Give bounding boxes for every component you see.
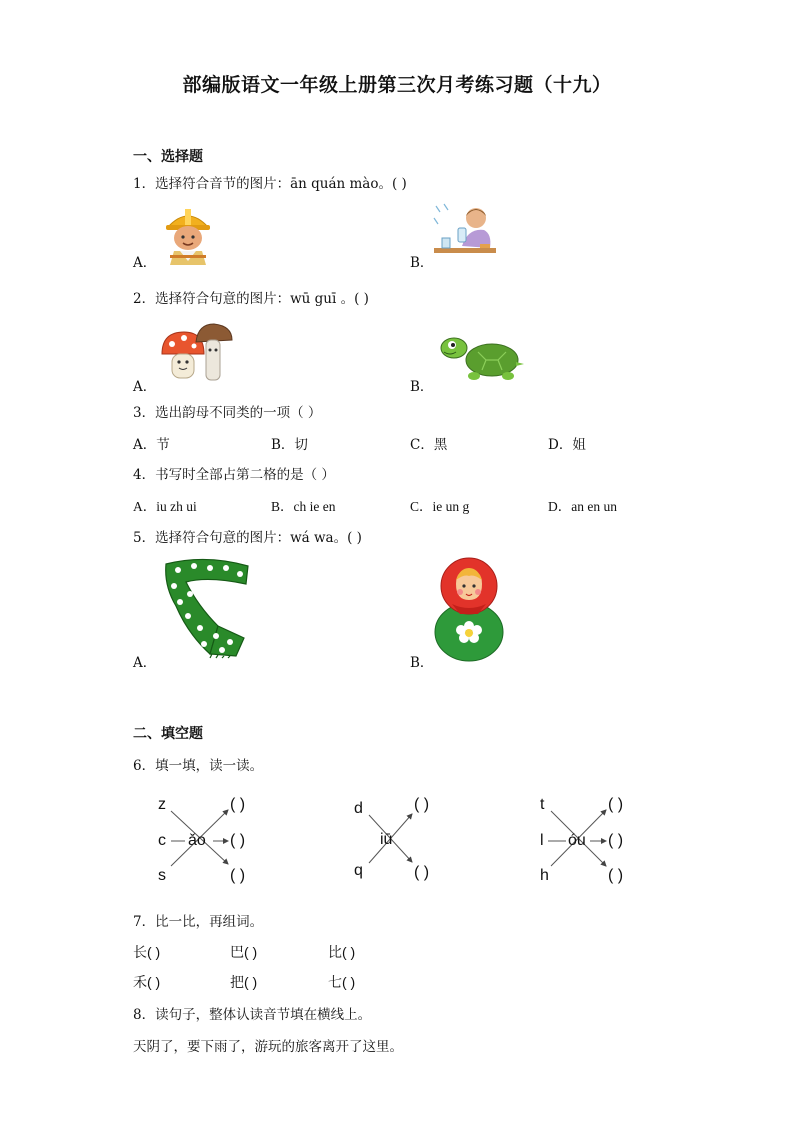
initial-c: c (158, 832, 166, 849)
q3-option-c: C．黑 (410, 437, 448, 453)
q4-option-c: C．ie un g (410, 499, 470, 514)
g2-blank-2[interactable]: ( ) (414, 864, 430, 881)
final-iu: iū (380, 831, 393, 848)
initial-d: d (354, 800, 363, 817)
initial-z: z (158, 796, 166, 813)
initial-t: t (540, 796, 545, 813)
question-5: 5．选择符合句意的图片：wá wa。( ) (133, 530, 362, 546)
initial-q: q (354, 862, 363, 879)
q3-option-d: D．姐 (548, 437, 586, 453)
q5-option-a-label: A． (133, 655, 157, 671)
question-8-sentence: 天阴了，要下雨了，游玩的旅客离开了这里。 (133, 1039, 403, 1055)
q1-option-b-label: B． (410, 255, 434, 271)
word-group-qi[interactable]: 七( ) (328, 974, 356, 990)
question-4: 4．书写时全部占第二格的是（ ） (133, 467, 335, 483)
word-group-chang[interactable]: 长( ) (133, 944, 161, 960)
final-ao: ǎo (188, 832, 206, 849)
word-group-bi[interactable]: 比( ) (328, 944, 356, 960)
initial-l: l (540, 832, 544, 849)
g3-blank-3[interactable]: ( ) (608, 867, 624, 884)
g1-blank-2[interactable]: ( ) (230, 832, 246, 849)
question-2: 2．选择符合句意的图片：wū guī 。( ) (133, 291, 369, 307)
word-group-ba2[interactable]: 把( ) (230, 974, 258, 990)
q2-option-b-label: B． (410, 379, 434, 395)
q1-option-a-label: A． (133, 255, 157, 271)
g3-blank-1[interactable]: ( ) (608, 796, 624, 813)
q4-option-b: B．ch ie en (271, 499, 336, 514)
g3-blank-2[interactable]: ( ) (608, 832, 624, 849)
q4-option-d: D．an en un (548, 499, 617, 514)
section-heading-fill-blank: 二、填空题 (133, 726, 203, 742)
section-heading-choice: 一、选择题 (133, 149, 203, 165)
initial-s: s (158, 867, 166, 884)
g1-blank-1[interactable]: ( ) (230, 796, 246, 813)
q4-option-a: A．iu zh ui (133, 499, 197, 514)
q3-option-b: B．切 (271, 437, 308, 453)
q2-option-a-label: A． (133, 379, 157, 395)
question-6: 6．填一填，读一读。 (133, 758, 264, 774)
word-group-ba[interactable]: 巴( ) (230, 944, 258, 960)
final-ou: óu (568, 832, 586, 849)
q3-option-a: A．节 (133, 437, 170, 453)
question-7: 7．比一比，再组词。 (133, 914, 264, 930)
word-group-he[interactable]: 禾( ) (133, 974, 161, 990)
initial-h: h (540, 867, 549, 884)
q5-option-b-label: B． (410, 655, 434, 671)
g1-blank-3[interactable]: ( ) (230, 867, 246, 884)
question-1: 1．选择符合音节的图片：ān quán mào。( ) (133, 176, 407, 192)
question-8: 8．读句子，整体认读音节填在横线上。 (133, 1007, 372, 1023)
page-title: 部编版语文一年级上册第三次月考练习题（十九） (182, 74, 612, 96)
question-3: 3．选出韵母不同类的一项（ ） (133, 405, 322, 421)
g2-blank-1[interactable]: ( ) (414, 796, 430, 813)
